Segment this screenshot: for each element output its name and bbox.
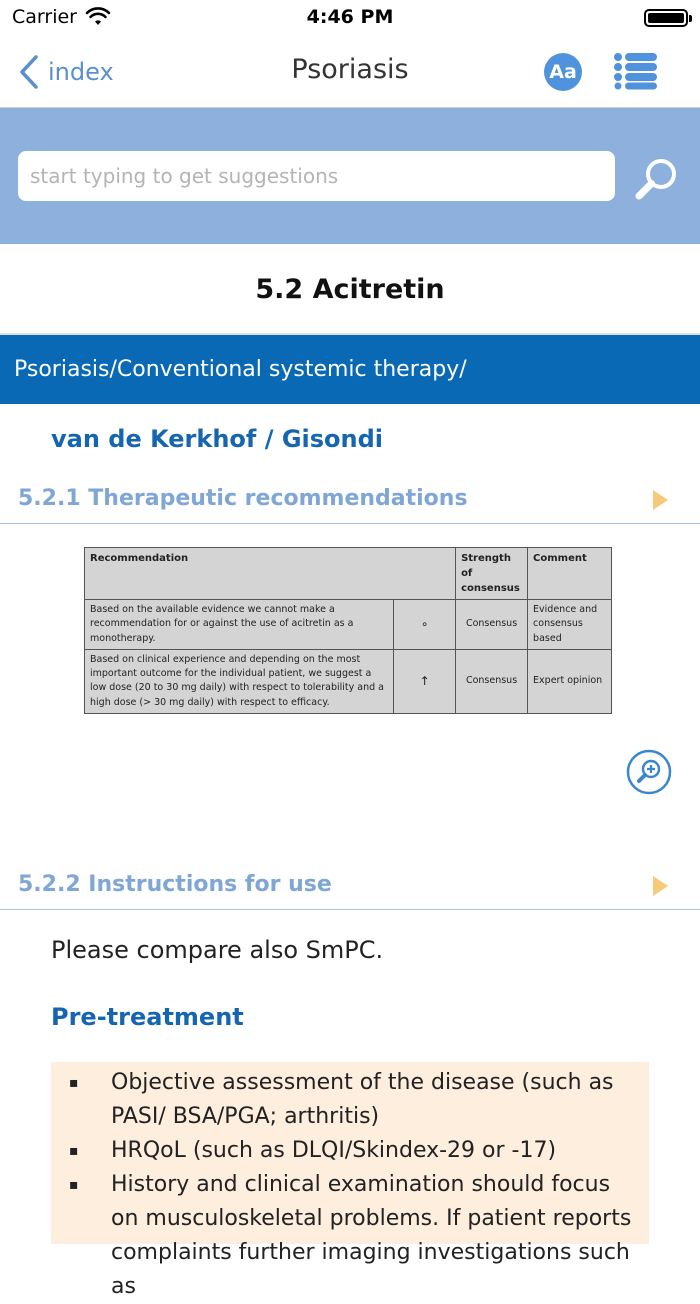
list-item: ▪ History and clinical examination should focus on musculoskeletal problems. If patient reports complaints further imaging investigations such as bbox=[51, 1168, 649, 1304]
header-strength: Strength of consensus bbox=[456, 548, 528, 600]
battery-level bbox=[648, 13, 684, 23]
breadcrumb[interactable]: Psoriasis/Conventional systemic therapy/ bbox=[0, 335, 700, 404]
header-recommendation: Recommendation bbox=[85, 548, 456, 600]
rec-strength: Consensus bbox=[456, 649, 528, 713]
intro-text: Please compare also SmPC. bbox=[51, 936, 384, 964]
table-row bbox=[85, 649, 612, 713]
play-arrow-icon bbox=[653, 490, 668, 510]
status-bar bbox=[0, 0, 700, 36]
search-bar bbox=[0, 108, 700, 244]
list-menu-icon[interactable] bbox=[614, 52, 658, 90]
rec-comment: Evidence and consensus based bbox=[528, 600, 612, 650]
section-title: 5.2 Acitretin bbox=[255, 274, 445, 305]
search-input[interactable] bbox=[18, 151, 615, 201]
subsection-instructions-for-use[interactable] bbox=[0, 866, 700, 910]
pretreatment-list-box bbox=[51, 1062, 649, 1299]
back-button[interactable] bbox=[18, 52, 114, 92]
table-row bbox=[85, 600, 612, 650]
back-label: index bbox=[48, 58, 114, 86]
battery-icon bbox=[644, 9, 688, 27]
search-icon[interactable] bbox=[632, 155, 680, 203]
clock: 4:46 PM bbox=[306, 6, 394, 28]
page-title: Psoriasis bbox=[291, 54, 409, 85]
play-arrow-icon bbox=[653, 876, 668, 896]
recommendation-strength-symbol: ↑ bbox=[394, 649, 456, 713]
pretreatment-heading: Pre-treatment bbox=[51, 1003, 244, 1031]
rec-text: Based on clinical experience and depending on the most important outcome for the individual patient, we suggest a low dose (20 to 30 mg daily) with respect to tolerability and a high dose (> 30 mg daily) with respect to efficacy. bbox=[85, 649, 394, 713]
chevron-left-icon bbox=[18, 54, 40, 90]
recommendation-table bbox=[84, 547, 612, 714]
recommendation-strength-symbol: ∘ bbox=[394, 600, 456, 650]
table-header-row bbox=[85, 548, 612, 600]
carrier-label: Carrier bbox=[12, 6, 77, 28]
subsection-label: 5.2.2 Instructions for use bbox=[18, 872, 332, 897]
font-size-button[interactable]: Aa bbox=[544, 53, 582, 91]
zoom-in-icon[interactable] bbox=[626, 749, 672, 795]
header-comment: Comment bbox=[528, 548, 612, 600]
rec-comment: Expert opinion bbox=[528, 649, 612, 713]
list-item: ▪ HRQoL (such as DLQI/Skindex-29 or -17) bbox=[51, 1134, 649, 1168]
list-item: ▪ Objective assessment of the disease (such as PASI/ BSA/PGA; arthritis) bbox=[51, 1066, 649, 1134]
authors: van de Kerkhof / Gisondi bbox=[51, 425, 384, 453]
subsection-label: 5.2.1 Therapeutic recommendations bbox=[18, 486, 468, 511]
rec-strength: Consensus bbox=[456, 600, 528, 650]
rec-text: Based on the available evidence we cannot make a recommendation for or against the use of acitretin as a monotherapy. bbox=[85, 600, 394, 650]
pretreatment-list bbox=[51, 1066, 649, 1304]
subsection-therapeutic-recommendations[interactable] bbox=[0, 480, 700, 524]
nav-bar bbox=[0, 36, 700, 108]
